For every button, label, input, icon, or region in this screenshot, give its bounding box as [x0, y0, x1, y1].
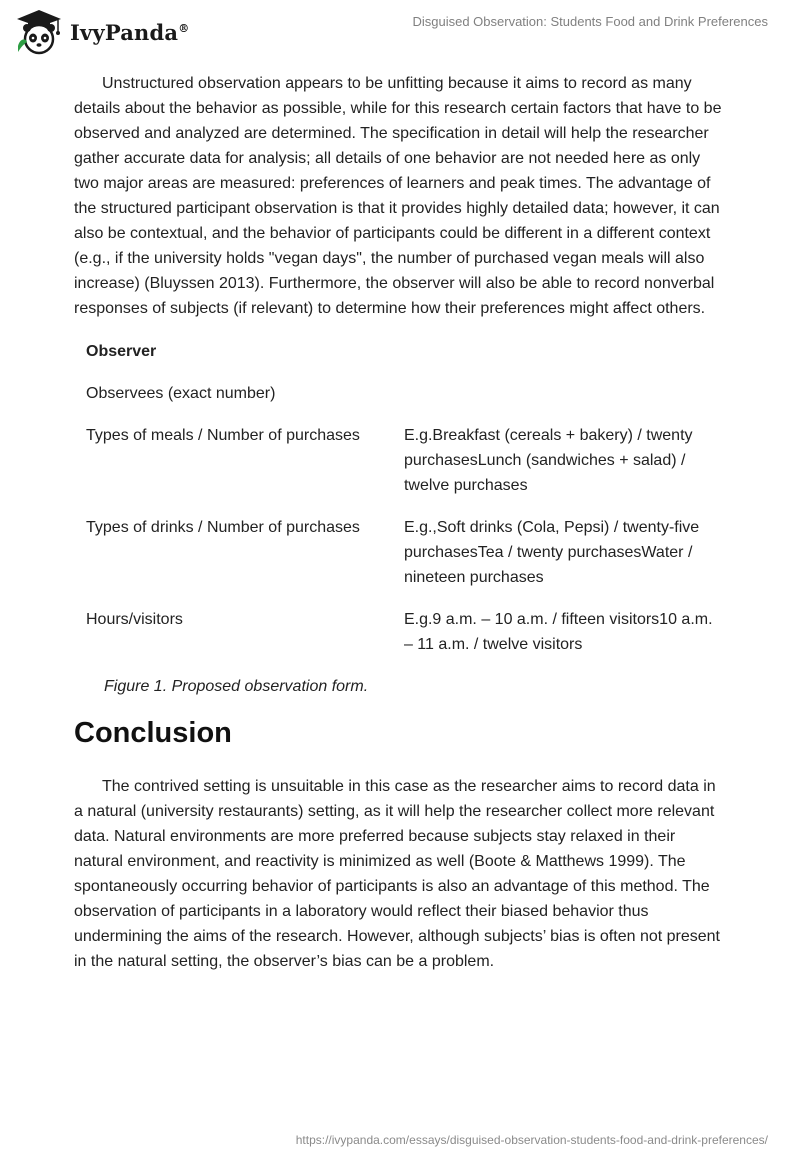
table-row	[74, 515, 728, 590]
panda-graduate-icon	[14, 8, 64, 56]
page-header	[0, 0, 800, 66]
conclusion-heading: Conclusion	[74, 717, 232, 749]
essay-content	[74, 71, 728, 974]
brand-name	[70, 20, 189, 45]
document-title: Disguised Observation: Students Food and Drink Preferences	[412, 14, 768, 29]
observer-value	[392, 339, 728, 364]
row-value	[392, 381, 728, 406]
registered-mark: ®	[178, 21, 190, 35]
observation-form-table	[74, 339, 728, 657]
row-label: Types of drinks / Number of purchases	[86, 519, 360, 536]
ivypanda-logo[interactable]	[14, 8, 189, 56]
source-url-link[interactable]: https://ivypanda.com/essays/disguised-observation-students-food-and-drink-preferences/	[295, 1133, 768, 1147]
paragraph-conclusion: The contrived setting is unsuitable in this case as the researcher aims to record data in a natural (university restaurants) setting, as it will help the researcher collect more relevant data. Natural environments are more preferred because subjects stay relaxed in their natural environment, and reactivity is minimized as well (Boote & Matthews 1999). The spontaneously occurring behavior of participants is also an advantage of this method. The observation of participants in a laboratory would reflect their biased behavior thus undermining the aims of the research. However, although subjects’ bias is often not present in the natural setting, the observer’s bias can be a problem.	[74, 778, 720, 970]
table-row	[74, 381, 728, 406]
observer-label: Observer	[86, 343, 157, 360]
row-label: Hours/visitors	[86, 611, 183, 628]
row-value: E.g.Breakfast (cereals + bakery) / twenty purchasesLunch (sandwiches + salad) / twelve purchases	[403, 427, 693, 494]
brand-text: IvyPanda	[70, 19, 179, 45]
figure-caption: Figure 1. Proposed observation form.	[104, 678, 369, 695]
row-label: Types of meals / Number of purchases	[86, 427, 360, 444]
paragraph-unstructured-observation: Unstructured observation appears to be unfitting because it aims to record as many details about the behavior as possible, while for this research certain factors that have to be observed and analyzed are determined. The specification in detail will help the researcher gather accurate data for analysis; all details of one behavior are not needed here as only two major areas are measured: preferences of learners and peak times. The advantage of the structured participant observation is that it provides highly detailed data; however, it can also be contextual, and the behavior of participants could be different in a different context (e.g., if the university holds "vegan days", the number of purchased vegan meals will also increase) (Bluyssen 2013). Furthermore, the observer will also be able to record nonverbal responses of subjects (if relevant) to determine how their preferences might affect others.	[74, 75, 722, 317]
row-label: Observees (exact number)	[86, 385, 276, 402]
table-row	[74, 339, 728, 364]
row-value: E.g.,Soft drinks (Cola, Pepsi) / twenty-five purchasesTea / twenty purchasesWater / nineteen purchases	[403, 519, 700, 586]
table-row	[74, 607, 728, 657]
row-value: E.g.9 a.m. – 10 a.m. / fifteen visitors10 a.m. – 11 a.m. / twelve visitors	[403, 611, 713, 653]
table-row	[74, 423, 728, 498]
